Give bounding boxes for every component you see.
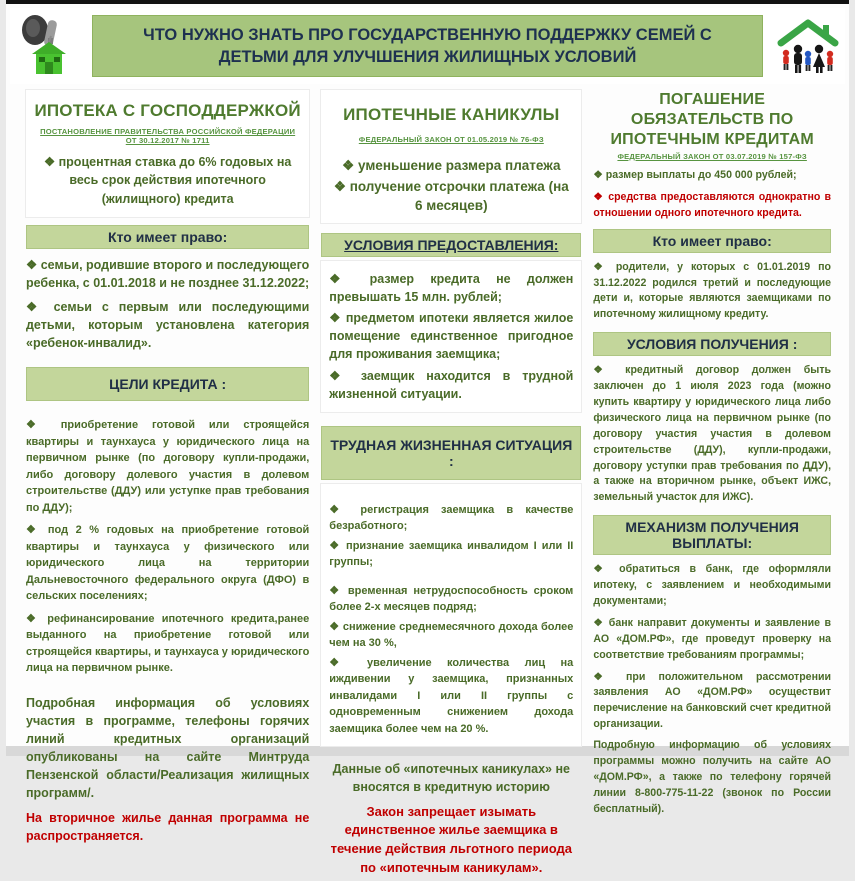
list-item: ❖ под 2 % годовых на приобретение готовой квартиры и таунхауса у физического или юридического лица на территории Дальневосточного федерального округа (ДФО) в сельских поселениях; <box>26 524 310 603</box>
list-item: ❖ признание заемщика инвалидом I или II группы; <box>329 539 574 569</box>
column-mortgage-repayment <box>593 90 831 881</box>
col1-title-card <box>26 90 309 217</box>
list-item: ❖ семьи, родившие второго и последующего ребенка, с 01.01.2018 и не позднее 31.12.2022; <box>26 257 310 290</box>
list-item: ❖ заемщик находится в трудной жизненной ситуации. <box>329 368 574 401</box>
key-house-icon-graphic <box>18 14 76 78</box>
col3-intro: ❖ размер выплаты до 450 000 рублей; <box>593 169 797 181</box>
list-item: ❖ регистрация заемщика в качестве безработного; <box>329 503 574 533</box>
col1-intro: ❖ процентная ставка до 6% годовых на весь срок действия ипотечного (жилищного) кредита <box>43 155 292 206</box>
col2-title: ИПОТЕЧНЫЕ КАНИКУЛЫ <box>343 105 560 124</box>
list-item: ❖ уменьшение размера платежа <box>342 158 561 174</box>
col2-warning: Закон запрещает изымать единственное жилье заемщика в течение действия льготного периода по «ипотечным каникулам». <box>330 803 572 876</box>
col3-who-item: ❖ родители, у которых с 01.01.2019 по 31.12.2022 родился третий и последующие дети и, которые являются заемщиками по ипотечному жилищному кредиту. <box>593 260 832 321</box>
col2-law-reference: ФЕДЕРАЛЬНЫЙ ЗАКОН ОТ 01.05.2019 № 76-ФЗ <box>358 135 544 145</box>
poster <box>6 0 849 876</box>
columns <box>10 84 845 881</box>
col2-note: Данные об «ипотечных каникулах» не вносятся в кредитную историю <box>332 762 570 795</box>
page-title: ЧТО НУЖНО ЗНАТЬ ПРО ГОСУДАРСТВЕННУЮ ПОДДЕРЖКУ СЕМЕЙ С ДЕТЬМИ ДЛЯ УЛУЧШЕНИЯ ЖИЛИЩНЫХ УСЛОВИЙ <box>143 25 712 66</box>
list-item: ❖ при положительном рассмотрении заявления АО «ДОМ.РФ» осуществит перечисление на банковский счет кредитной организации. <box>593 670 832 731</box>
list-item: ❖ банк направит документы и заявление в АО «ДОМ.РФ», где проведут проверку на соответствие требованиям программы; <box>593 616 832 661</box>
list-item: ❖ размер кредита не должен превышать 15 млн. рублей; <box>329 271 574 305</box>
column-mortgage-state-support <box>26 90 309 881</box>
col1-warning: На вторичное жилье данная программа не распространяется. <box>26 810 310 843</box>
column-mortgage-holidays <box>321 90 581 881</box>
col3-law-reference: ФЕДЕРАЛЬНЫЙ ЗАКОН ОТ 03.07.2019 № 157-ФЗ <box>617 152 807 161</box>
header <box>10 8 845 84</box>
col1-law-reference: ПОСТАНОВЛЕНИЕ ПРАВИТЕЛЬСТВА РОССИЙСКОЙ ФЕДЕРАЦИИ ОТ 30.12.2017 № 1711 <box>40 127 296 146</box>
col1-info: Подробная информация об условиях участия в программе, телефоны горячих линий кредитных организаций опубликованы на сайте Минтруда Пензенской области/Реализация жилищных программ/. <box>26 695 310 801</box>
list-item: ❖ снижение среднемесячного дохода более чем на 30 %, <box>329 620 574 650</box>
list-item: ❖ временная нетрудоспособность сроком более 2-х месяцев подряд; <box>329 584 574 614</box>
col1-goals-header: ЦЕЛИ КРЕДИТА : <box>26 367 309 401</box>
list-item: ❖ приобретение готовой или строящейся квартиры и таунхауса у юридического лица на первичном рынке (по договору купли-продажи, либо договору долевого участия в долевом строительстве (ДДУ) или уступке прав требования по ДДУ); <box>26 419 310 514</box>
col2-situation-card <box>321 484 581 747</box>
col3-title: ПОГАШЕНИЕ ОБЯЗАТЕЛЬСТВ ПО ИПОТЕЧНЫМ КРЕДИТАМ <box>610 91 814 148</box>
col3-conditions-header: УСЛОВИЯ ПОЛУЧЕНИЯ : <box>593 332 831 356</box>
family-house-icon <box>771 10 845 82</box>
page-title-banner <box>92 15 763 78</box>
col3-who-header: Кто имеет право: <box>593 229 831 253</box>
key-house-icon <box>10 10 84 82</box>
col2-situation-header: ТРУДНАЯ ЖИЗНЕННАЯ СИТУАЦИЯ : <box>321 426 581 480</box>
family-house-icon-graphic <box>777 17 839 75</box>
list-item: ❖ семьи с первым или последующими детьми, которым установлена категория «ребенок-инвалид». <box>26 299 310 351</box>
col1-title: ИПОТЕКА С ГОСПОДДЕРЖКОЙ <box>34 101 301 120</box>
list-item: ❖ рефинансирование ипотечного кредита,ранее выданного на приобретение готовой или строящейся квартиры, и таунхауса у юридического лица на первичном рынке. <box>26 612 310 675</box>
list-item: ❖ увеличение количества лиц на иждивении у заемщика, признанных инвалидами I или II группы с одновременным снижением дохода заемщика более чем на 20 %. <box>329 656 574 735</box>
list-item: ❖ получение отсрочки платежа (на 6 месяцев) <box>333 178 569 214</box>
col3-mechanism-header: МЕХАНИЗМ ПОЛУЧЕНИЯ ВЫПЛАТЫ: <box>593 515 831 555</box>
col3-info: Подробную информацию об условиях программы можно получить на сайте АО «ДОМ.РФ», а также по телефону горячей линии 8-800-775-11-22 (звонок по России бесплатный). <box>593 739 832 815</box>
col3-conditions-item: ❖ кредитный договор должен быть заключен до 1 июля 2023 года (можно купить квартиру у юридического лица либо физического лица на первичном рынке (по договору участия участия в долевом строительстве (ДДУ), купли-продажи, договору уступки прав требования по ДДУ), а также на вторичном рынке, объект ИЖС, земельный участок для ИЖС). <box>593 364 832 504</box>
col2-conditions-header: УСЛОВИЯ ПРЕДОСТАВЛЕНИЯ: <box>344 236 559 253</box>
list-item: ❖ обратиться в банк, где оформляли ипотеку, с заявлением и необходимыми документами; <box>593 563 832 608</box>
list-item: ❖ предметом ипотеки является жилое помещение единственное пригодное для проживания заемщика; <box>329 311 574 362</box>
col2-conditions-card <box>321 261 581 412</box>
col2-title-card <box>321 90 581 223</box>
col3-intro-warning: ❖ средства предоставляются однократно в отношении одного ипотечного кредита. <box>593 190 832 219</box>
col1-who-header: Кто имеет право: <box>26 225 309 249</box>
